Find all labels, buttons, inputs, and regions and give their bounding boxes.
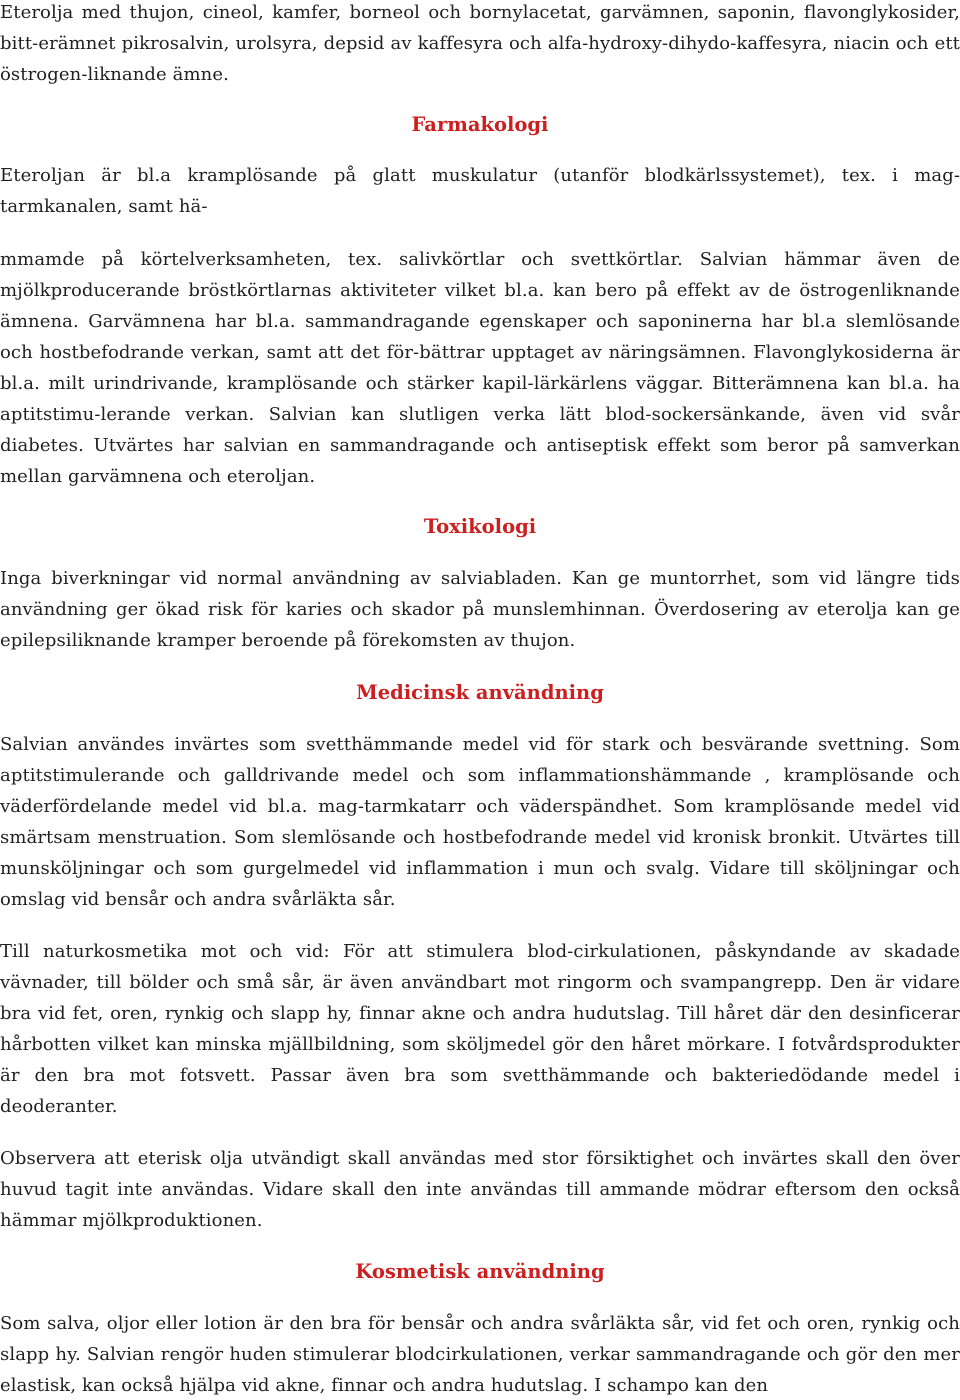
heading-medicinsk-anvandning: Medicinsk användning: [356, 681, 604, 704]
heading-kosmetisk-anvandning: Kosmetisk användning: [355, 1260, 605, 1283]
heading-farmakologi: Farmakologi: [411, 113, 549, 136]
farmakologi-paragraph-1: Eteroljan är bl.a kramplösande på glatt muskulatur (utanför blodkärlssystemet), tex. i mag-tarmkanalen, samt hä-: [0, 165, 960, 217]
intro-paragraph: Eterolja med thujon, cineol, kamfer, borneol och bornylacetat, garvämnen, saponin, flavonglykosider, bitt-erämnet pikrosalvin, urolsyra, depsid av kaffesyra och alfa-hydroxy-dihydo-kaffesyra, niacin och ett östrogen-liknande ämne.: [0, 2, 960, 85]
medicinsk-paragraph-2: Till naturkosmetika mot och vid: För att stimulera blod-cirkulationen, påskyndande av skadade vävnader, till bölder och små sår, är även användbart mot ringorm och svampangrepp. Den är vidare bra vid fet, oren, rynkig och slapp hy, finnar akne och andra hudutslag. Till håret där den desinficerar hårbotten vilket kan minska mjällbildning, som sköljmedel gör den håret mörkare. I fotvårdsprodukter är den bra mot fotsvett. Passar även bra som svetthämmande och bakteriedödande medel i deoderanter.: [0, 941, 960, 1117]
farmakologi-paragraph-2: mmamde på körtelverksamheten, tex. salivkörtlar och svettkörtlar. Salvian hämmar även de mjölkproducerande bröstkörtlarnas aktiviteter vilket bl.a. kan bero på effekt av de östrogenliknande ämnena. Garvämnena har bl.a. sammandragande egenskaper och saponinerna har bl.a slemlösande och hostbefodrande verkan, samt att det för-bättrar upptaget av näringsämnen. Flavonglykosiderna är bl.a. milt urindrivande, kramplösande och stärker kapil-lärkärlens väggar. Bitterämnena kan bl.a. ha aptitstimu-lerande verkan. Salvian kan slutligen verka lätt blod-sockersänkande, även vid svår diabetes. Utvärtes har salvian en sammandragande och antiseptisk effekt som beror på samverkan mellan garvämnena och eteroljan.: [0, 249, 960, 487]
medicinsk-paragraph-1: Salvian användes invärtes som svetthämmande medel vid för stark och besvärande svettning. Som aptitstimulerande och galldrivande medel och som inflammationshämmande , kramplösande och väderfördelande medel vid bl.a. mag-tarmkatarr och väderspändhet. Som kramplösande medel vid smärtsam menstruation. Som slemlösande och hostbefodrande medel vid kronisk bronkit. Utvärtes till munsköljningar och som gurgelmedel vid inflammation i mun och svalg. Vidare till sköljningar och omslag vid bensår och andra svårläkta sår.: [0, 734, 960, 910]
heading-toxikologi: Toxikologi: [423, 515, 537, 538]
toxikologi-paragraph: Inga biverkningar vid normal användning av salviabladen. Kan ge muntorrhet, som vid längre tids användning ger ökad risk för karies och skador på munslemhinnan. Överdosering av eterolja kan ge epilepsiliknande kramper beroende på förekomsten av thujon.: [0, 568, 960, 651]
medicinsk-paragraph-3: Observera att eterisk olja utvändigt skall användas med stor försiktighet och invärtes skall den över huvud tagit inte användas. Vidare skall den inte användas till ammande mödrar eftersom den också hämmar mjölkproduktionen.: [0, 1148, 960, 1231]
kosmetisk-paragraph: Som salva, oljor eller lotion är den bra för bensår och andra svårläkta sår, vid fet och oren, rynkig och slapp hy. Salvian rengör huden stimulerar blodcirkulationen, verkar sammandragande och gör den mer elastisk, kan också hjälpa vid akne, finnar och andra hudutslag. I schampo kan den: [0, 1313, 960, 1396]
